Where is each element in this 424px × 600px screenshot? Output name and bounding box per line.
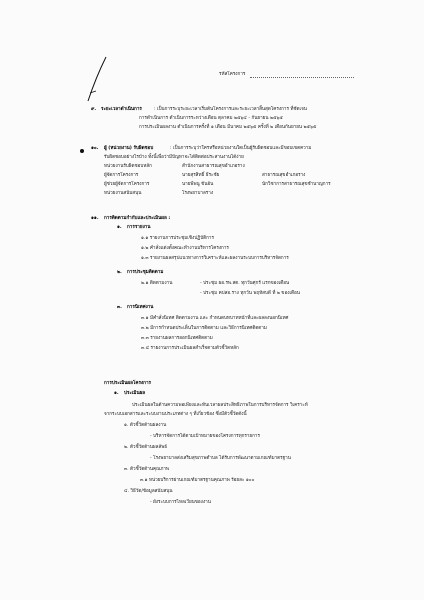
- sec10-row-role: สาธารณสุขอำเภอราง: [262, 173, 306, 178]
- sec10-row-name: สำนักงานสาธารณสุขอำเภอราง: [182, 164, 245, 169]
- eval-para-line1: ประเมินผลในด้านความพอเพียงและทันเวลาผลประสิทธิภาพในการบริหารจัดการ วิเคราะห์: [132, 403, 308, 408]
- eval-item-body: ๓.๑ หน่วยบริการผ่านเกณฑ์มาตรฐานคุณภาพ ร้อยละ ๑๐๐: [140, 478, 255, 483]
- sec11-sub2-num: ๒.: [117, 270, 122, 275]
- project-code-line: [250, 77, 354, 78]
- sec10-row-label: หน่วยงานสนับสนุน: [104, 191, 142, 196]
- sec11-sub3-item: ๓.๒ มีการกำหนดประเด็นในการติดตาม และวิธีการนิเทศติดตาม: [141, 326, 267, 331]
- sec10-row-label: หน่วยงานรับผิดชอบหลัก: [104, 164, 152, 169]
- sec11-num: ๑๑.: [91, 216, 99, 221]
- sec11-sub3-num: ๓.: [117, 305, 122, 310]
- sec11-sub3-item: ๓.๓ รายงานผลการออกนิเทศติดตาม: [141, 336, 213, 341]
- sec10-row-role: นักวิชาการสาธารณสุขชำนาญการ: [262, 182, 331, 187]
- sec9-num: ๙.: [91, 107, 97, 112]
- sec11-sub2-item-label: ๒.๑ ติดตามงาน: [141, 281, 173, 286]
- sec11-sub1-item: ๑.๒ คำสั่งแต่งตั้งคณะทำงานบริหารโครงการ: [141, 246, 229, 251]
- eval-para-line2: จากระบบเอกสารและระบบงานประเภทต่าง ๆ ที่เกี่ยวข้อง ซึ่งมีตัวชี้วัดดังนี้: [104, 412, 247, 417]
- sec11-sub1-num: ๑.: [117, 225, 122, 230]
- sec11-sub1-item: ๑.๑ รายงานการประชุมเชิงปฏิบัติการ: [141, 236, 214, 241]
- sec11-sub3-title: การนิเทศงาน: [127, 305, 154, 310]
- eval-title: การประเมินผลโครงการ: [104, 381, 152, 386]
- handwritten-check-mark: [86, 55, 108, 103]
- sec9-line1: : เป็นการระบุระยะเวลาเริ่มต้นโครงการและระยะเวลาสิ้นสุดโครงการ ที่ชัดเจน: [154, 107, 307, 112]
- hole-punch-dot: [80, 149, 84, 153]
- eval-item-head: ๓. ตัวชี้วัดด้านคุณภาพ: [124, 467, 169, 472]
- sec9-line2: การดำเนินการ ดำเนินการระหว่างเดือน ตุลาคม ๒๕๖๔ - กันยายน ๒๕๖๕: [139, 116, 283, 121]
- sec11-sub3-item: ๓.๑ มีคำสั่งนิเทศ ติดตามงาน และ กำหนดบทบาทหน้าที่และผลลงนอกนิเทศ: [141, 316, 289, 321]
- sec10-row-label: ผู้จัดการโครงการ: [104, 173, 139, 178]
- eval-item-body: - ผังระบบการไหลเวียนของงาน: [150, 500, 211, 505]
- eval-item-head: ๒. ตัวชี้วัดด้านผลลัพธ์: [124, 445, 168, 450]
- sec10-row-label: ผู้ช่วยผู้จัดการโครงการ: [104, 182, 150, 187]
- sec10-row-name: โรงพยาบาลราง: [182, 191, 214, 196]
- sec10-line1: : เป็นการระบุว่าใครหรือหน่วยงานใดเป็นผู้รับผิดชอบและมีขอบเขตความ: [170, 146, 312, 151]
- sec10-line2: รับผิดชอบอย่างไรบ้าง ทั้งนี้เพื่อว่ามีปัญหาจะได้ติดต่อประสานงานได้ง่าย: [104, 155, 244, 160]
- eval-item-head: ๔. วิธีวัด/ข้อมูลสนับสนุน: [124, 489, 173, 494]
- sec11-sub1-title: การรายงาน: [127, 225, 151, 230]
- sec11-sub2-title: การประชุมติดตาม: [127, 270, 164, 275]
- eval-sub1-num: ๑.: [114, 391, 119, 396]
- sec10-row-name: นายพีพนู ขันอ้น: [182, 182, 214, 187]
- sec10-num: ๑๐.: [91, 146, 99, 151]
- sec11-sub2-item: - ประชุม ผอ.รพ.สต. ทุกวันศุกร์ แรกของเดือน: [200, 281, 290, 286]
- eval-item-head: ๑. ตัวชี้วัดด้านผลงาน: [124, 423, 167, 428]
- sec10-title: ผู้ (หน่วยงาน) รับผิดชอบ: [104, 146, 154, 151]
- sec10-row-name: นายสุรสิทธิ์ ธีระชัย: [182, 173, 220, 178]
- sec11-sub3-item: ๓.๔ รายงานการประเมินผลสำเร็จตามตัวชี้วัดหลัก: [141, 346, 239, 351]
- project-code-label: รหัสโครงการ: [219, 72, 246, 77]
- sec11-sub2-item: - ประชุม คปสอ.ราง ทุกวัน พฤหัสบดี ที่ ๒ ของเดือน: [200, 291, 300, 296]
- eval-item-body: - โรงพยาบาลส่งเสริมสุขภาพตำบล ได้รับการพัฒนาตามเกณฑ์มาตรฐาน: [150, 456, 291, 461]
- sec11-sub1-item: ๑.๓ รายงานผลสรุปแนวทางการวิเคราะห์และผลงานระบบการบริหารจัดการ: [141, 256, 289, 261]
- eval-sub1-title: ประเมินผล: [124, 391, 146, 396]
- sec9-line3: การประเมินผลงาน ดำเนินการครั้งที่ ๑ เดือน มีนาคม ๒๕๖๕ ครั้งที่ ๒ เดือนกันยายน ๒๕๖๕: [139, 125, 317, 130]
- sec9-title: ระยะเวลาดำเนินการ: [101, 107, 142, 112]
- sec11-title: การติดตามกำกับและประเมินผล :: [104, 216, 171, 221]
- eval-item-body: - บริหารจัดการได้ตามเป้าหมายของโครงการทุกรายการ: [150, 434, 260, 439]
